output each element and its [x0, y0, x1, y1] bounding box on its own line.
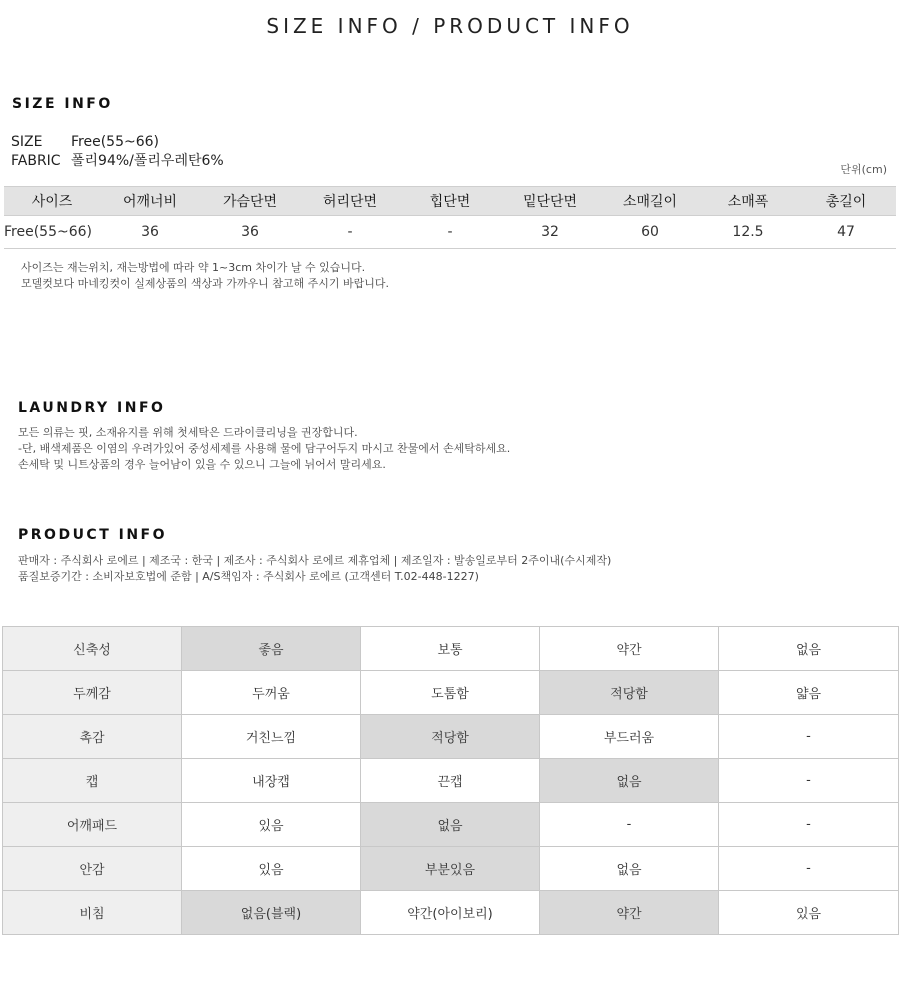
- quality-option-cell: 있음: [182, 847, 361, 891]
- product-note: 판매자 : 주식회사 로에르 | 제조국 : 한국 | 제조사 : 주식회사 로에르 제휴업체 | 제조일자 : 발송일로부터 2주이내(수시제작): [18, 554, 612, 567]
- size-cell: -: [300, 216, 400, 249]
- quality-option-cell: -: [719, 759, 899, 803]
- unit-label: 단위(cm): [840, 163, 887, 176]
- quality-option-cell: -: [719, 803, 899, 847]
- size-value: Free(55~66): [71, 134, 159, 150]
- size-col-header: 어깨너비: [100, 187, 200, 216]
- size-col-header: 소매길이: [600, 187, 700, 216]
- quality-option-cell: 거친느낌: [182, 715, 361, 759]
- quality-option-cell: 없음: [361, 803, 540, 847]
- quality-option-cell: 없음(블랙): [182, 891, 361, 935]
- quality-option-cell: 약간: [540, 891, 719, 935]
- quality-option-cell: 부분있음: [361, 847, 540, 891]
- size-note: 모델컷보다 마네킹컷이 실제상품의 색상과 가까우니 참고해 주시기 바랍니다.: [21, 277, 390, 290]
- page-title: SIZE INFO / PRODUCT INFO: [266, 14, 634, 38]
- size-table: [4, 186, 896, 249]
- table-row: [3, 627, 899, 671]
- laundry-notes: [18, 425, 510, 473]
- table-row: [3, 803, 899, 847]
- table-row: [3, 891, 899, 935]
- quality-option-cell: 없음: [719, 627, 899, 671]
- size-col-header: 가슴단면: [200, 187, 300, 216]
- quality-option-cell: 두꺼움: [182, 671, 361, 715]
- quality-option-cell: 끈캡: [361, 759, 540, 803]
- quality-option-cell: 약간: [540, 627, 719, 671]
- size-cell: 32: [500, 216, 600, 249]
- quality-option-cell: 적당함: [361, 715, 540, 759]
- size-note: 사이즈는 재는위치, 재는방법에 따라 약 1~3cm 차이가 날 수 있습니다.: [21, 261, 366, 274]
- laundry-info-heading: LAUNDRY INFO: [18, 400, 166, 416]
- laundry-note: 손세탁 및 니트상품의 경우 늘어남이 있을 수 있으니 그늘에 뉘어서 말리세요.: [18, 458, 386, 471]
- quality-option-cell: 없음: [540, 847, 719, 891]
- quality-option-cell: 좋음: [182, 627, 361, 671]
- quality-table: [2, 626, 899, 935]
- quality-option-cell: 없음: [540, 759, 719, 803]
- size-cell: 60: [600, 216, 700, 249]
- quality-option-cell: 내장캡: [182, 759, 361, 803]
- size-cell: 36: [200, 216, 300, 249]
- table-row: [3, 759, 899, 803]
- size-cell: -: [400, 216, 500, 249]
- product-info-heading: PRODUCT INFO: [18, 527, 168, 543]
- laundry-note: -단, 배색제품은 이염의 우려가있어 중성세제를 사용해 물에 담구어두지 마시고 찬물에서 손세탁하세요.: [18, 442, 511, 455]
- size-label: SIZE: [11, 134, 43, 150]
- product-notes: [18, 553, 611, 585]
- quality-row-label: 안감: [3, 847, 182, 891]
- quality-option-cell: 있음: [182, 803, 361, 847]
- size-cell: 12.5: [700, 216, 796, 249]
- quality-row-label: 신축성: [3, 627, 182, 671]
- laundry-note: 모든 의류는 핏, 소재유지를 위해 첫세탁은 드라이클리닝을 권장합니다.: [18, 426, 358, 439]
- quality-option-cell: 도톰함: [361, 671, 540, 715]
- size-cell: Free(55~66): [4, 216, 100, 249]
- size-col-header: 소매폭: [700, 187, 796, 216]
- quality-row-label: 어깨패드: [3, 803, 182, 847]
- size-col-header: 밑단단면: [500, 187, 600, 216]
- quality-option-cell: 약간(아이보리): [361, 891, 540, 935]
- fabric-label: FABRIC: [11, 153, 61, 169]
- size-cell: 36: [100, 216, 200, 249]
- quality-option-cell: -: [719, 715, 899, 759]
- quality-option-cell: 얇음: [719, 671, 899, 715]
- size-col-header: 사이즈: [4, 187, 100, 216]
- size-col-header: 총길이: [796, 187, 896, 216]
- quality-row-label: 촉감: [3, 715, 182, 759]
- quality-option-cell: 부드러움: [540, 715, 719, 759]
- quality-option-cell: -: [719, 847, 899, 891]
- fabric-value: 폴리94%/폴리우레탄6%: [71, 153, 224, 169]
- size-col-header: 허리단면: [300, 187, 400, 216]
- quality-row-label: 캡: [3, 759, 182, 803]
- table-row: [4, 216, 896, 249]
- quality-option-cell: 있음: [719, 891, 899, 935]
- size-col-header: 힙단면: [400, 187, 500, 216]
- quality-option-cell: 보통: [361, 627, 540, 671]
- quality-row-label: 두께감: [3, 671, 182, 715]
- table-row: [3, 671, 899, 715]
- table-row: [3, 715, 899, 759]
- quality-row-label: 비침: [3, 891, 182, 935]
- fabric-row: [11, 150, 224, 170]
- table-row: [3, 847, 899, 891]
- product-note: 품질보증기간 : 소비자보호법에 준함 | A/S책임자 : 주식회사 로에르 (고객센터 T.02-448-1227): [18, 570, 479, 583]
- size-notes: [21, 260, 389, 292]
- quality-option-cell: 적당함: [540, 671, 719, 715]
- size-table-header: [4, 187, 896, 216]
- quality-option-cell: -: [540, 803, 719, 847]
- size-cell: 47: [796, 216, 896, 249]
- size-row: [11, 134, 159, 150]
- size-info-heading: SIZE INFO: [12, 96, 113, 112]
